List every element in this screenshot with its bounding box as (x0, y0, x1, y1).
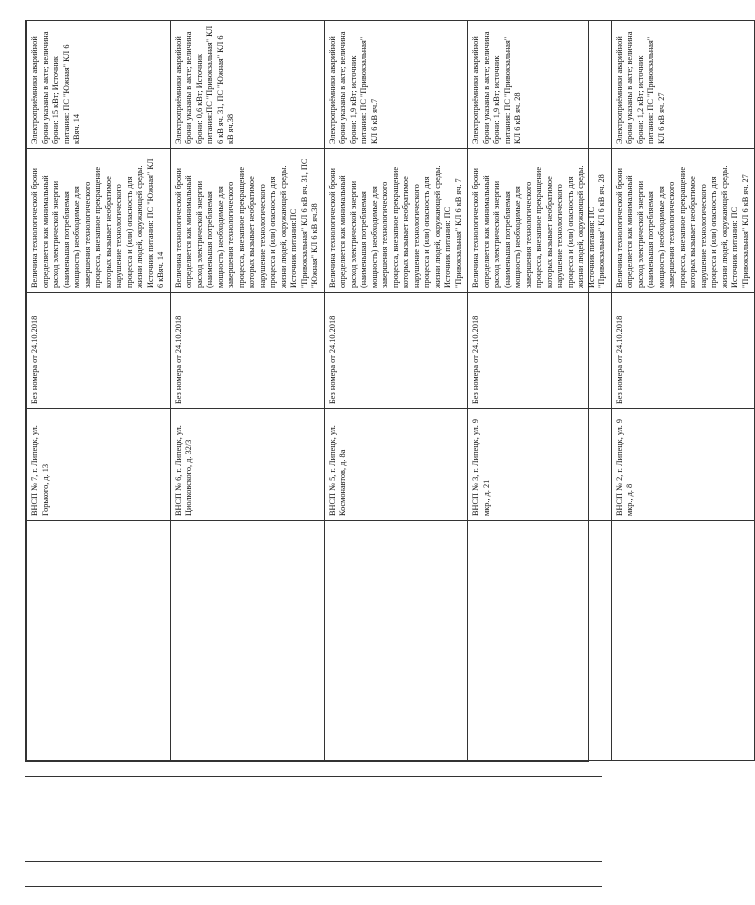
object-name-cell: ВНСП № 7, г. Липецк, ул. Горького, д. 13 (27, 409, 171, 521)
act-number-cell: Без номера от 24.10.2018 (27, 293, 171, 409)
object-name-cell: ВНСП № 2, г. Липецк, ул. 9 мкр., д. 8 (611, 409, 755, 521)
object-name-cell: ВНСП № 3, г. Липецк, ул. 9 мкр., д. 21 (468, 409, 612, 521)
object-name-cell: ВНСП № 6, г. Липецк, ул. Циолковского, д. 32/3 (170, 409, 324, 521)
emergency-reserve-cell: Электроприёмники аварийной брони указаны в акте; величина брони: 1,9 кВт; источник питания: ПС "Привокзальная" КЛ 6 кВ яч.7 (324, 21, 468, 149)
reservation-table-frame (25, 20, 750, 762)
act-number-cell: Без номера от 24.10.2018 (324, 293, 468, 409)
emergency-reserve-cell: Электроприёмники аварийной брони указаны в акте; величина брони: 1,9 кВт; источник питания: ПС "Привокзальная" КЛ 6 кВ яч. 28 (468, 21, 612, 149)
empty-cell (468, 521, 612, 761)
act-number-cell: Без номера от 24.10.2018 (468, 293, 612, 409)
technological-reserve-cell: Величина технологической брони определяется как минимальный расход электрической энергии (наименьшая потребляемая мощность) необходимые для завершения технологического процесса, внезапное прекращение которых вызывает необратимое нарушение технологического процесса и (или) опасность для жизни людей, окружающей среды. Источник питания:ПС "Привокзальная" КЛ 6 кВ яч. 31, ПС "Южная" КЛ 6 кВ яч.38 (170, 149, 324, 293)
empty-cell (27, 521, 171, 761)
table-row (170, 21, 324, 761)
table-row (468, 21, 612, 761)
technological-reserve-cell: Величина технологической брони определяется как минимальный расход электрической энергии (наименьшая потребляемая мощность) необходимые для завершения технологического процесса, внезапное прекращение которых вызывает необратимое нарушение технологического процесса и (или) опасность для жизни людей, окружающей среды. Источник питания: ПС "Привокзальная" КЛ 6 кВ яч. 28 (468, 149, 612, 293)
technological-reserve-cell: Величина технологической брони определяется как минимальный расход электрической энергии (наименьшая потребляемая мощность) необходимые для завершения технологического процесса, внезапное прекращение которых вызывает необратимое нарушение технологического процесса и (или) опасность для жизни людей, окружающей среды. Источник питания: ПС "Привокзальная" КЛ 6 кВ яч. 27 (611, 149, 755, 293)
horizontal-rule (25, 861, 602, 862)
act-number-cell: Без номера от 24.10.2018 (611, 293, 755, 409)
technological-reserve-cell: Величина технологической брони определяется как минимальный расход электрической энергии (наименьшая потребляемая мощность) необходимые для завершения технологического процесса, внезапное прекращение которых вызывает необратимое нарушение технологического процесса и (или) опасность для жизни людей, окружающей среды. Источник питания: ПС "Привокзальная" КЛ 6 кВ яч. 7 (324, 149, 468, 293)
technological-reserve-cell: Величина технологической брони определяется как минимальный расход электрической энергии (наименьшая потребляемая мощность) необходимые для завершения технологического процесса, внезапное прекращение которых вызывает необратимое нарушение технологического процесса и (или) опасность для жизни людей, окружающей среды. Источник питания: ПС "Южная" КЛ 6 кВяч. 14 (27, 149, 171, 293)
table-row (324, 21, 468, 761)
object-name-cell: ВНСП № 5, г. Липецк, ул. Космонавтов, д. 8а (324, 409, 468, 521)
table-row (27, 21, 171, 761)
emergency-reserve-cell: Электроприёмники аварийной брони указаны в акте; величина брони: 1,2 кВт; источник питания: ПС "Привокзальная" КЛ 6 кВ яч. 27 (611, 21, 755, 149)
empty-cell (611, 521, 755, 761)
horizontal-rule (25, 776, 602, 777)
table-row (611, 21, 755, 761)
reservation-table-rotated (26, 21, 750, 761)
act-number-cell: Без номера от 24.10.2018 (170, 293, 324, 409)
horizontal-rule (25, 886, 602, 887)
empty-cell (324, 521, 468, 761)
empty-cell (170, 521, 324, 761)
emergency-reserve-cell: Электроприёмники аварийной брони указаны в акте; величина брони: 0,6 кВт; Источник питания:ПС "Привокзальная" КЛ 6 кВ яч. 31, ПС "Южная" КЛ 6 кВ яч.38 (170, 21, 324, 149)
emergency-reserve-cell: Электроприёмники аварийной брони указаны в акте; величина брони: 15 кВт; Источник питания: ПС "Южная" КЛ 6 кВяч. 14 (27, 21, 171, 149)
reservation-table (26, 20, 755, 761)
